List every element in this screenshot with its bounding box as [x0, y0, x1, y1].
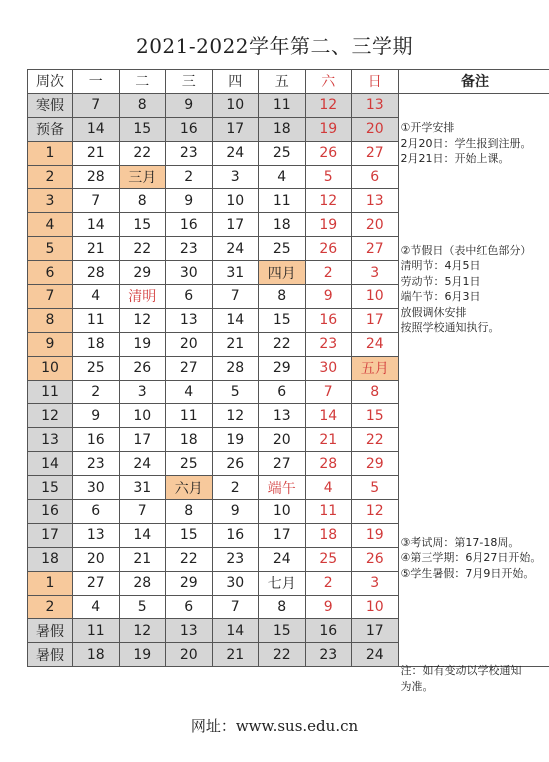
day-cell: 8 — [259, 285, 306, 309]
note-line: 劳动节：5月1日 — [400, 274, 481, 288]
day-cell: 28 — [119, 571, 166, 595]
day-cell: 6 — [352, 165, 399, 189]
day-cell: 端午 — [259, 476, 306, 500]
day-cell: 六月 — [166, 476, 213, 500]
day-cell: 22 — [352, 428, 399, 452]
day-cell: 8 — [119, 93, 166, 117]
day-cell: 18 — [259, 117, 306, 141]
day-cell: 21 — [119, 547, 166, 571]
day-cell: 四月 — [259, 261, 306, 285]
day-cell: 10 — [119, 404, 166, 428]
week-cell: 2 — [28, 165, 73, 189]
day-cell: 26 — [352, 547, 399, 571]
day-cell: 12 — [119, 619, 166, 643]
week-cell: 暑假 — [28, 643, 73, 667]
day-cell: 8 — [166, 500, 213, 524]
day-cell: 4 — [73, 285, 120, 309]
day-cell: 26 — [305, 237, 352, 261]
day-cell: 11 — [305, 500, 352, 524]
day-cell: 13 — [352, 93, 399, 117]
day-cell: 27 — [352, 141, 399, 165]
day-cell: 14 — [212, 619, 259, 643]
day-cell: 19 — [305, 213, 352, 237]
day-cell: 2 — [73, 380, 120, 404]
day-cell: 19 — [119, 643, 166, 667]
week-cell: 15 — [28, 476, 73, 500]
week-cell: 1 — [28, 141, 73, 165]
day-cell: 23 — [305, 332, 352, 356]
day-cell: 17 — [212, 117, 259, 141]
day-cell: 18 — [259, 213, 306, 237]
day-cell: 5 — [212, 380, 259, 404]
note-line: ③考试周：第17-18周。 — [400, 535, 520, 549]
day-cell: 21 — [212, 332, 259, 356]
day-cell: 20 — [166, 332, 213, 356]
day-cell: 11 — [259, 93, 306, 117]
day-cell: 26 — [305, 141, 352, 165]
note-line: ⑤学生暑假：7月9日开始。 — [400, 566, 535, 580]
day-cell: 24 — [352, 643, 399, 667]
day-cell: 2 — [305, 261, 352, 285]
header-wed: 三 — [166, 70, 213, 94]
day-cell: 29 — [166, 571, 213, 595]
day-cell: 15 — [259, 619, 306, 643]
day-cell: 15 — [119, 117, 166, 141]
header-mon: 一 — [73, 70, 120, 94]
day-cell: 30 — [305, 356, 352, 380]
table-row — [28, 93, 549, 117]
day-cell: 14 — [73, 117, 120, 141]
day-cell: 23 — [166, 141, 213, 165]
day-cell: 30 — [73, 476, 120, 500]
day-cell: 5 — [305, 165, 352, 189]
day-cell: 14 — [119, 523, 166, 547]
day-cell: 3 — [352, 571, 399, 595]
day-cell: 25 — [259, 141, 306, 165]
day-cell: 20 — [73, 547, 120, 571]
day-cell: 13 — [166, 619, 213, 643]
note-line: 注：如有变动以学校通知 — [400, 664, 522, 678]
day-cell: 7 — [305, 380, 352, 404]
day-cell: 23 — [73, 452, 120, 476]
day-cell: 12 — [352, 500, 399, 524]
day-cell: 7 — [73, 189, 120, 213]
day-cell: 23 — [305, 643, 352, 667]
day-cell: 19 — [119, 332, 166, 356]
day-cell: 12 — [305, 189, 352, 213]
header-sun: 日 — [352, 70, 399, 94]
header-thu: 四 — [212, 70, 259, 94]
day-cell: 16 — [166, 213, 213, 237]
day-cell: 20 — [166, 643, 213, 667]
day-cell: 29 — [259, 356, 306, 380]
day-cell: 23 — [212, 547, 259, 571]
week-cell: 12 — [28, 404, 73, 428]
day-cell: 22 — [259, 332, 306, 356]
day-cell: 25 — [305, 547, 352, 571]
day-cell: 7 — [73, 93, 120, 117]
header-tue: 二 — [119, 70, 166, 94]
day-cell: 7 — [212, 595, 259, 619]
footer-url: 网址：www.sus.edu.cn — [190, 717, 359, 735]
day-cell: 17 — [352, 619, 399, 643]
day-cell: 18 — [166, 428, 213, 452]
day-cell: 11 — [73, 308, 120, 332]
day-cell: 8 — [259, 595, 306, 619]
day-cell: 13 — [166, 308, 213, 332]
day-cell: 3 — [352, 261, 399, 285]
day-cell: 7 — [212, 285, 259, 309]
note-block4 — [401, 663, 549, 694]
day-cell: 11 — [166, 404, 213, 428]
day-cell: 21 — [212, 643, 259, 667]
day-cell: 30 — [166, 261, 213, 285]
day-cell: 9 — [166, 189, 213, 213]
week-cell: 1 — [28, 571, 73, 595]
day-cell: 13 — [73, 523, 120, 547]
day-cell: 27 — [352, 237, 399, 261]
day-cell: 8 — [352, 380, 399, 404]
header-week: 周次 — [28, 70, 73, 94]
day-cell: 17 — [212, 213, 259, 237]
day-cell: 29 — [119, 261, 166, 285]
week-cell: 9 — [28, 332, 73, 356]
note-line: 为准。 — [400, 679, 434, 693]
day-cell: 13 — [352, 189, 399, 213]
header-fri: 五 — [259, 70, 306, 94]
day-cell: 6 — [73, 500, 120, 524]
day-cell: 19 — [212, 428, 259, 452]
day-cell: 14 — [212, 308, 259, 332]
day-cell: 22 — [166, 547, 213, 571]
day-cell: 19 — [305, 117, 352, 141]
note-line: 2月21日：开始上课。 — [400, 152, 510, 166]
week-cell: 18 — [28, 547, 73, 571]
day-cell: 10 — [352, 595, 399, 619]
day-cell: 16 — [305, 308, 352, 332]
day-cell: 9 — [166, 93, 213, 117]
calendar-table — [27, 69, 549, 693]
day-cell: 27 — [73, 571, 120, 595]
day-cell: 26 — [119, 356, 166, 380]
week-cell: 8 — [28, 308, 73, 332]
day-cell: 25 — [259, 237, 306, 261]
day-cell: 26 — [212, 452, 259, 476]
header-notes: 备注 — [398, 70, 549, 94]
week-cell: 14 — [28, 452, 73, 476]
note-line: 端午节：6月3日 — [400, 290, 481, 304]
day-cell: 16 — [212, 523, 259, 547]
day-cell: 14 — [73, 213, 120, 237]
day-cell: 17 — [352, 308, 399, 332]
day-cell: 16 — [73, 428, 120, 452]
day-cell: 22 — [119, 141, 166, 165]
day-cell: 2 — [212, 476, 259, 500]
day-cell: 10 — [259, 500, 306, 524]
day-cell: 21 — [73, 141, 120, 165]
note-block1 — [401, 120, 549, 167]
day-cell: 25 — [166, 452, 213, 476]
day-cell: 5 — [352, 476, 399, 500]
note-line: 按照学校通知执行。 — [400, 321, 500, 335]
day-cell: 五月 — [352, 356, 399, 380]
day-cell: 6 — [259, 380, 306, 404]
day-cell: 21 — [73, 237, 120, 261]
day-cell: 9 — [212, 500, 259, 524]
day-cell: 15 — [119, 213, 166, 237]
day-cell: 15 — [352, 404, 399, 428]
notes-cell — [398, 93, 549, 693]
day-cell: 6 — [166, 285, 213, 309]
day-cell: 10 — [212, 93, 259, 117]
day-cell: 27 — [259, 452, 306, 476]
day-cell: 11 — [73, 619, 120, 643]
note-line: 2月20日：学生报到注册。 — [400, 136, 532, 150]
day-cell: 24 — [352, 332, 399, 356]
note-block3 — [401, 535, 549, 582]
day-cell: 4 — [305, 476, 352, 500]
header-sat: 六 — [305, 70, 352, 94]
day-cell: 三月 — [119, 165, 166, 189]
note-block2 — [401, 243, 549, 336]
day-cell: 6 — [166, 595, 213, 619]
note-line: ②节假日（表中红色部分） — [400, 243, 532, 257]
day-cell: 27 — [166, 356, 213, 380]
day-cell: 16 — [305, 619, 352, 643]
day-cell: 13 — [259, 404, 306, 428]
day-cell: 清明 — [119, 285, 166, 309]
header-row — [28, 70, 549, 94]
day-cell: 30 — [212, 571, 259, 595]
day-cell: 10 — [212, 189, 259, 213]
week-cell: 暑假 — [28, 619, 73, 643]
day-cell: 20 — [352, 213, 399, 237]
day-cell: 7 — [119, 500, 166, 524]
day-cell: 31 — [212, 261, 259, 285]
day-cell: 2 — [305, 571, 352, 595]
day-cell: 4 — [166, 380, 213, 404]
day-cell: 七月 — [259, 571, 306, 595]
day-cell: 22 — [119, 237, 166, 261]
day-cell: 16 — [166, 117, 213, 141]
day-cell: 18 — [305, 523, 352, 547]
note-line: 清明节：4月5日 — [400, 259, 481, 273]
day-cell: 17 — [259, 523, 306, 547]
day-cell: 24 — [212, 141, 259, 165]
week-cell: 10 — [28, 356, 73, 380]
week-cell: 13 — [28, 428, 73, 452]
day-cell: 12 — [119, 308, 166, 332]
note-line: ④第三学期：6月27日开始。 — [400, 551, 542, 565]
day-cell: 2 — [166, 165, 213, 189]
day-cell: 18 — [73, 643, 120, 667]
day-cell: 3 — [212, 165, 259, 189]
week-cell: 5 — [28, 237, 73, 261]
day-cell: 9 — [305, 285, 352, 309]
day-cell: 28 — [73, 165, 120, 189]
week-cell: 2 — [28, 595, 73, 619]
day-cell: 17 — [119, 428, 166, 452]
day-cell: 25 — [73, 356, 120, 380]
week-cell: 3 — [28, 189, 73, 213]
day-cell: 28 — [305, 452, 352, 476]
day-cell: 20 — [259, 428, 306, 452]
day-cell: 24 — [259, 547, 306, 571]
day-cell: 3 — [119, 380, 166, 404]
day-cell: 21 — [305, 428, 352, 452]
week-cell: 17 — [28, 523, 73, 547]
day-cell: 31 — [119, 476, 166, 500]
day-cell: 19 — [352, 523, 399, 547]
week-cell: 11 — [28, 380, 73, 404]
day-cell: 15 — [166, 523, 213, 547]
day-cell: 24 — [119, 452, 166, 476]
day-cell: 28 — [73, 261, 120, 285]
day-cell: 29 — [352, 452, 399, 476]
day-cell: 4 — [73, 595, 120, 619]
day-cell: 12 — [305, 93, 352, 117]
week-cell: 寒假 — [28, 93, 73, 117]
week-cell: 6 — [28, 261, 73, 285]
day-cell: 11 — [259, 189, 306, 213]
day-cell: 14 — [305, 404, 352, 428]
week-cell: 7 — [28, 285, 73, 309]
day-cell: 22 — [259, 643, 306, 667]
note-line: ①开学安排 — [400, 121, 455, 135]
day-cell: 15 — [259, 308, 306, 332]
day-cell: 28 — [212, 356, 259, 380]
day-cell: 23 — [166, 237, 213, 261]
week-cell: 预备 — [28, 117, 73, 141]
day-cell: 9 — [73, 404, 120, 428]
day-cell: 8 — [119, 189, 166, 213]
day-cell: 9 — [305, 595, 352, 619]
day-cell: 10 — [352, 285, 399, 309]
page-title: 2021-2022学年第二、三学期 — [135, 34, 414, 58]
week-cell: 16 — [28, 500, 73, 524]
day-cell: 4 — [259, 165, 306, 189]
week-cell: 4 — [28, 213, 73, 237]
day-cell: 12 — [212, 404, 259, 428]
note-line: 放假调休安排 — [400, 305, 467, 319]
day-cell: 24 — [212, 237, 259, 261]
day-cell: 20 — [352, 117, 399, 141]
day-cell: 5 — [119, 595, 166, 619]
day-cell: 18 — [73, 332, 120, 356]
